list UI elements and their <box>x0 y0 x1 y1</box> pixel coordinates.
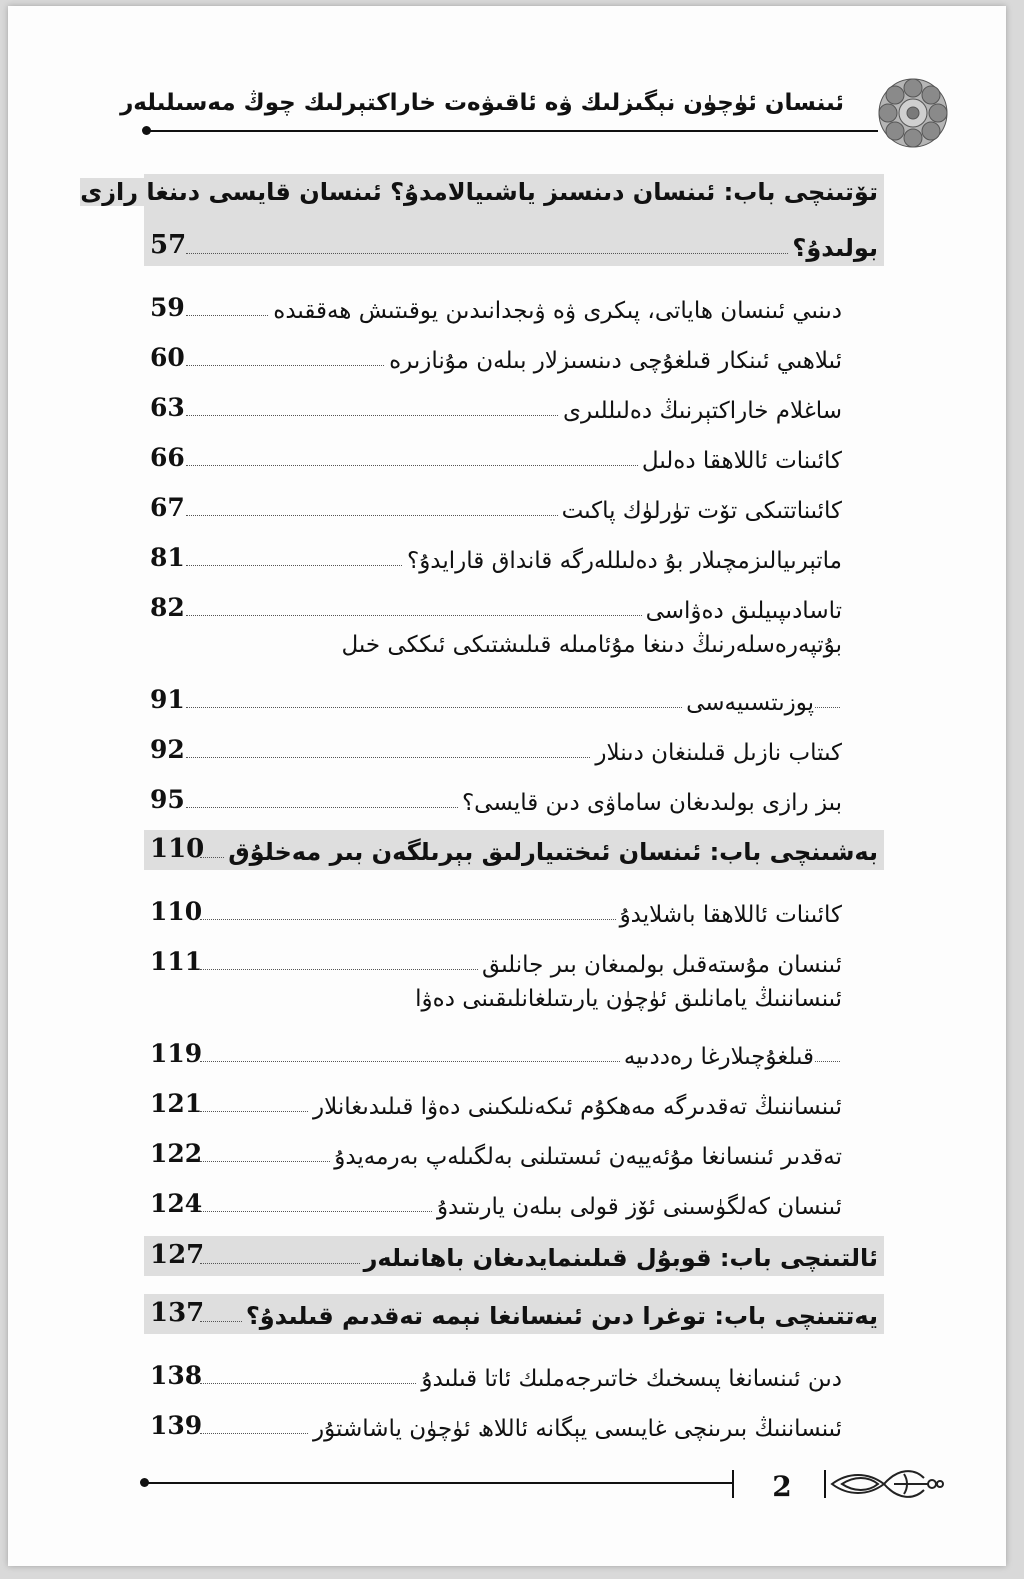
toc-page-number: 139 <box>150 1411 203 1440</box>
toc-page-number: 66 <box>150 443 185 472</box>
toc-entry-title: ئىنساننىڭ يامانلىق ئۈچۈن يارىتىلغانلىقىنى دەۋا <box>415 986 842 1012</box>
toc-page-number: 121 <box>150 1089 203 1118</box>
toc-entry-title-continued: قىلغۇچىلارغا رەددىيە <box>620 1044 814 1070</box>
toc-page-number: 92 <box>150 735 185 764</box>
toc-page-number: 59 <box>150 293 185 322</box>
toc-page-number: 127 <box>150 1240 205 1270</box>
toc-entry-row <box>144 628 884 720</box>
toc-chapter-row <box>144 830 884 870</box>
toc-entry-title: بىز رازى بولىدىغان ساماۋى دىن قايسى؟ <box>458 790 842 816</box>
toc-dot-leader <box>186 253 876 254</box>
toc-entry-title-continued: بولىدۇ؟ <box>788 234 878 262</box>
toc-page-number: 82 <box>150 593 185 622</box>
toc-chapter-row <box>80 174 884 266</box>
toc-chapter-row <box>144 1294 884 1334</box>
toc-entry-title: ماتېرىيالىزمچىلار بۇ دەلىللەرگە قانداق قارايدۇ؟ <box>403 548 842 574</box>
toc-entry-row <box>144 1396 884 1446</box>
toc-entry-row <box>144 1174 884 1224</box>
toc-entry-row <box>144 1074 884 1124</box>
toc-page-number: 122 <box>150 1139 203 1168</box>
toc-entry-row <box>144 1124 884 1174</box>
toc-page-number: 60 <box>150 343 185 372</box>
toc-entry-row <box>144 478 884 528</box>
toc-page-number: 110 <box>150 897 203 926</box>
toc-entry-row <box>144 378 884 428</box>
toc-entry-row <box>144 428 884 478</box>
page-number: 2 <box>772 1470 792 1503</box>
toc-entry-row <box>144 882 884 932</box>
toc-page-number: 137 <box>150 1298 205 1328</box>
toc-entry-row <box>144 578 884 628</box>
toc-page-number: 138 <box>150 1361 203 1390</box>
toc-entry-title: بەشىنچى باب: ئىنسان ئىختىيارلىق بېرىلگەن بىر مەخلۇق <box>224 838 878 866</box>
toc-entry-title: تاسادىپىيلىق دەۋاسى <box>642 598 842 624</box>
header-rule-dot <box>142 126 151 135</box>
toc-entry-title: تۆتىنچى باب: ئىنسان دىنسىز ياشىيالامدۇ؟ ئىنسان قايسى دىنغا رازى <box>80 178 878 206</box>
toc-entry-title: ئىنسان مۇستەقىل بولمىغان بىر جانلىق <box>478 952 842 978</box>
header-rule <box>148 130 878 132</box>
toc-entry-row <box>144 328 884 378</box>
footer-rule-dot <box>140 1478 149 1487</box>
toc-entry-row <box>144 528 884 578</box>
toc-entry-row <box>144 982 884 1074</box>
toc-entry-title: كائىنات ئاللاھقا دەلىل <box>638 448 842 474</box>
footer-divider <box>732 1470 734 1498</box>
toc-entry-title: كائىنات ئاللاھقا باشلايدۇ <box>616 902 842 928</box>
toc-page-number: 63 <box>150 393 185 422</box>
toc-entry-title: يەتتىنچى باب: توغرا دىن ئىنسانغا نېمە تەقدىم قىلىدۇ؟ <box>242 1302 878 1330</box>
toc-page-number: 111 <box>150 947 203 976</box>
toc-entry-row <box>144 1346 884 1396</box>
toc-page-number: 67 <box>150 493 185 522</box>
toc-entry-title: ساغلام خاراكتېرنىڭ دەلىللىرى <box>559 398 842 424</box>
toc-entry-title: دىن ئىنسانغا پىسخىك خاتىرجەملىك ئاتا قىلىدۇ <box>417 1366 842 1392</box>
toc-entry-title: تەقدىر ئىنسانغا مۇئەييەن ئىستىلنى بەلگىلەپ بەرمەيدۇ <box>330 1144 842 1170</box>
footer-divider <box>824 1470 826 1498</box>
toc-entry-row <box>144 932 884 982</box>
toc-entry-row <box>144 770 884 820</box>
footer-rule <box>146 1482 734 1484</box>
toc-page-number: 91 <box>150 685 185 714</box>
toc-entry-title: بۇتپەرەسلەرنىڭ دىنغا مۇئامىلە قىلىشتىكى ئىككى خىل <box>341 632 842 658</box>
toc-entry-title: كائىناتتىكى تۆت تۈرلۈك پاكىت <box>558 498 842 524</box>
book-page <box>8 6 1006 1566</box>
table-of-contents <box>80 174 884 1446</box>
toc-page-number: 95 <box>150 785 185 814</box>
toc-chapter-row <box>144 1236 884 1276</box>
toc-page-number: 57 <box>150 230 187 260</box>
toc-entry-title: ئىلاھىي ئىنكار قىلغۇچى دىنسىزلار بىلەن مۇنازىرە <box>385 348 842 374</box>
toc-entry-title: دىنىي ئىنسان هاياتى، پىكرى ۋە ۋىجدانىدىن يوقىتىش ھەققىدە <box>269 298 842 324</box>
toc-entry-title: ئىنساننىڭ بىرىنچى غايىسى يېگانە ئاللاھ ئۈچۈن ياشاشتۇر <box>309 1416 842 1442</box>
toc-entry-row <box>144 278 884 328</box>
running-header-title: ئىنسان ئۈچۈن نېگىزلىك ۋە ئاقىۋەت خاراكتېرلىك چوڭ مەسىلىلەر <box>120 90 844 116</box>
floral-ornament-icon <box>828 1464 948 1504</box>
toc-entry-title: كىتاب نازىل قىلىنغان دىنلار <box>591 740 842 766</box>
toc-entry-title: ئىنساننىڭ تەقدىرگە مەھكۇم ئىكەنلىكىنى دەۋا قىلىدىغانلار <box>309 1094 842 1120</box>
toc-entry-title: ئالتىنچى باب: قوبۇل قىلىنمايدىغان باھانىلەر <box>360 1244 878 1272</box>
toc-entry-title: ئىنسان كەلگۈسىنى ئۆز قولى بىلەن يارىتىدۇ <box>433 1194 842 1220</box>
toc-entry-row <box>144 720 884 770</box>
arabesque-medallion-icon <box>876 76 950 150</box>
toc-page-number: 81 <box>150 543 185 572</box>
toc-page-number: 110 <box>150 834 205 864</box>
toc-entry-title-continued: پوزىتسىيەسى <box>682 690 814 716</box>
toc-page-number: 119 <box>150 1039 203 1068</box>
toc-page-number: 124 <box>150 1189 203 1218</box>
